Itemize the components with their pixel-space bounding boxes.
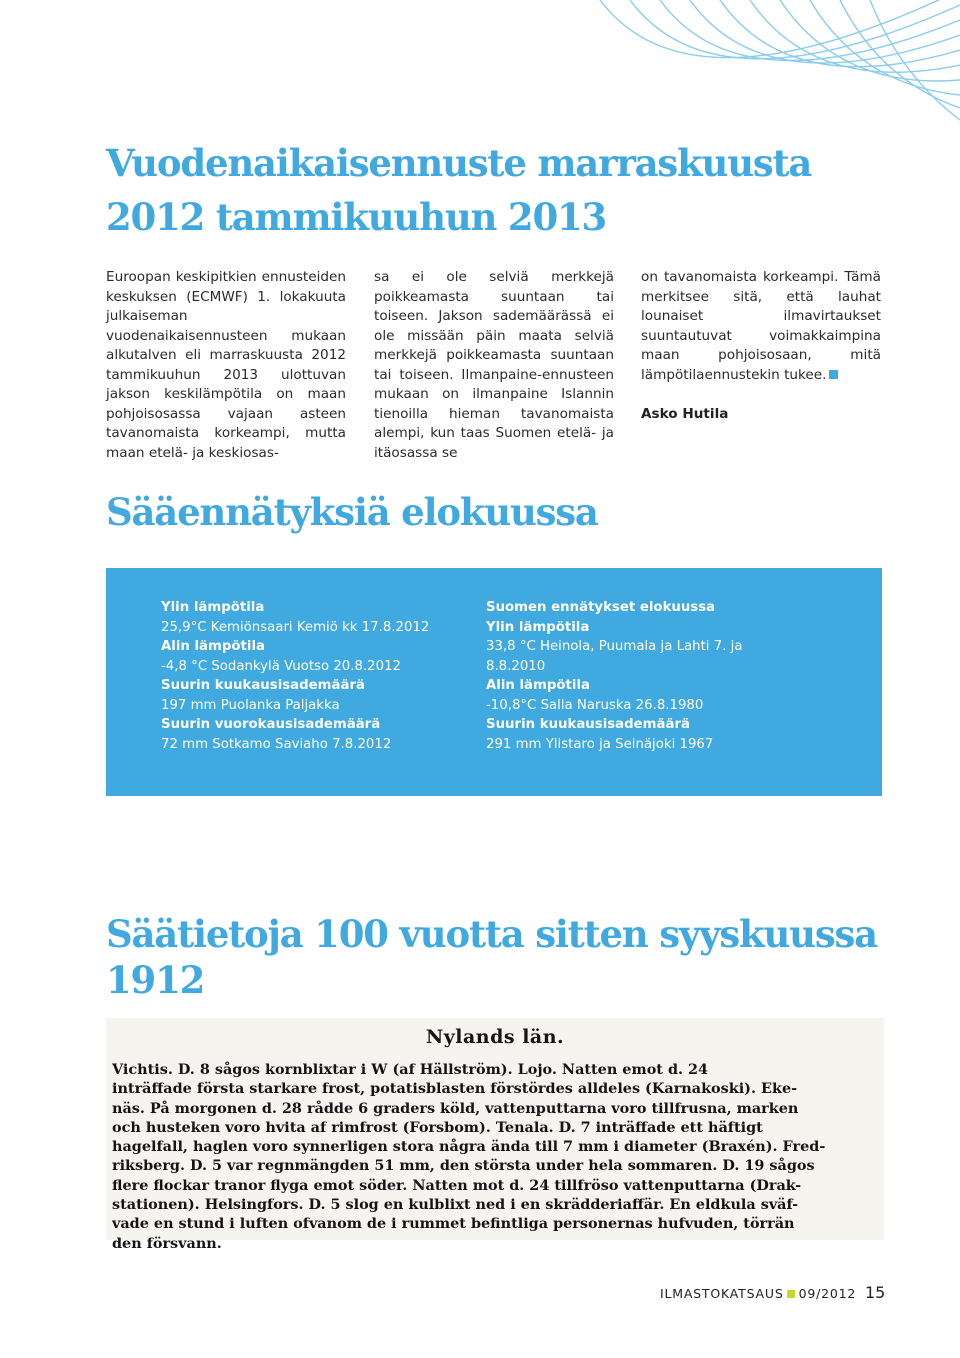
scan-line: hagelfall, haglen voro synnerligen stora några ända till 7 mm i diameter (Braxén). Fred-	[112, 1138, 826, 1156]
footer	[660, 1286, 856, 1301]
scan-line: stationen). Helsingfors. D. 5 slog en kulblixt ned i en skrädderiaffär. En eldkula sväf-	[112, 1196, 799, 1214]
record-value: 291 mm Ylistaro ja Seinäjoki 1967	[486, 736, 714, 752]
magazine-name: ILMASTOKATSAUS	[660, 1286, 784, 1301]
scan-body	[112, 1060, 884, 1253]
corner-line-decoration	[540, 0, 960, 130]
article-column-2: sa ei ole selviä merkkejä poikkeamasta suuntaan tai toiseen. Jakson sademäärässä ei ole missään päin maata selviä merkkejä poikkeamasta suuntaan tai toiseen. Ilmanpaine-ennusteen mukaan on ilmanpaine Islannin tienoilla hieman tavanomaista alempi, kun taas Suomen etelä- ja itäosassa se	[374, 269, 614, 461]
record-value: 72 mm Sotkamo Saviaho 7.8.2012	[161, 736, 392, 752]
record-label: Ylin lämpötila	[161, 600, 265, 615]
section-title-history: Säätietoja 100 vuotta sitten syyskuussa 1912	[106, 912, 877, 1002]
record-label: Suurin kuukausisademäärä	[161, 678, 366, 693]
records-left-column	[161, 598, 429, 754]
record-label: Ylin lämpötila	[486, 619, 590, 635]
article-column-3-text: on tavanomaista korkeampi. Tämä merkitsee sitä, että lauhat lounaiset ilmavirtaukset suuntautuvat voimakkaimpina maan pohjoisosaan, mitä lämpötilaennustekin tukee.	[641, 269, 881, 383]
scan-line: riksberg. D. 5 var regnmängden 51 mm, den största under hela sommaren. D. 19 sågos	[112, 1157, 815, 1175]
author-name: Asko Hutila	[641, 406, 729, 422]
record-value: -4,8 °C Sodankylä Vuotso 20.8.2012	[161, 658, 402, 674]
scan-line: och husteken voro hvita af rimfrost (Forsbom). Tenala. D. 7 inträffade ett häftigt	[112, 1118, 763, 1136]
scan-line: inträffade första starkare frost, potatisblasten förstördes alldeles (Karnakoski). Eke-	[112, 1080, 798, 1098]
section-title-records: Sääennätyksiä elokuussa	[106, 490, 598, 534]
footer-square-icon	[787, 1290, 795, 1298]
issue-number: 09/2012	[798, 1286, 857, 1301]
record-label: Alin lämpötila	[486, 678, 590, 693]
record-value: -10,8°C Salla Naruska 26.8.1980	[486, 697, 704, 713]
scan-line: näs. På morgonen d. 28 rådde 6 graders köld, vattenputtarna voro tillfrusna, marken	[112, 1099, 799, 1117]
record-value: 25,9°C Kemiönsaari Kemiö kk 17.8.2012	[161, 619, 430, 635]
record-value: 33,8 °C Heinola, Puumala ja Lahti 7. ja 8.8.2010	[486, 639, 743, 674]
historical-text-scan	[106, 1018, 884, 1252]
scan-line: flere flockar tranor flyga emot söder. Natten mot d. 24 tillfröso vattenputtarna (Drak-	[112, 1176, 802, 1194]
article-title-seasonal-forecast: Vuodenaikaisennuste marraskuusta 2012 tammikuuhun 2013	[106, 141, 812, 239]
scan-line: Vichtis. D. 8 sågos kornblixtar i W (af Hällström). Lojo. Natten emot d. 24	[112, 1061, 709, 1078]
record-label: Suurin kuukausisademäärä	[486, 717, 691, 732]
article-column-3	[641, 268, 881, 425]
records-box	[106, 568, 882, 796]
record-label: Alin lämpötila	[161, 639, 265, 654]
record-value: 197 mm Puolanka Paljakka	[161, 697, 340, 713]
scan-line: den försvann.	[112, 1234, 222, 1252]
records-right-heading: Suomen ennätykset elokuussa	[486, 600, 716, 615]
scan-line: vade en stund i luften ofvanom de i rummet befintliga personernas hufvuden, törrän	[112, 1215, 795, 1233]
scan-heading: Nylands län.	[425, 1026, 565, 1048]
record-label: Suurin vuorokausisademäärä	[161, 717, 381, 732]
article-column-1: Euroopan keskipitkien ennusteiden keskuksen (ECMWF) 1. lokakuuta julkaiseman vuodenaikaisennusteen mukaan alkutalven eli marraskuusta 2012 tammikuuhun 2013 ulottuvan jakson keskilämpötila on maan pohjoisosassa vajaan asteen tavanomaista korkeampi, mutta maan etelä- ja keskiosas-	[106, 269, 346, 461]
page-number: 15	[865, 1283, 886, 1302]
records-right-column	[486, 598, 746, 754]
end-square-icon	[829, 370, 838, 379]
